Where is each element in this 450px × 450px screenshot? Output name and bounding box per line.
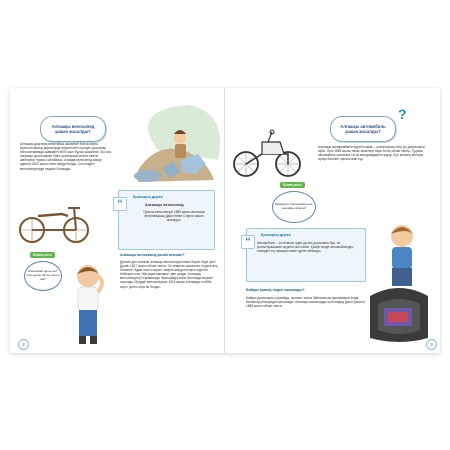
left-page-number-text: 2 <box>22 342 25 347</box>
left-side-tag: Білгің кел! <box>30 252 55 258</box>
left-fact-card <box>118 190 215 250</box>
velocipede-illustration <box>18 200 92 244</box>
right-side-question-bubble <box>272 191 316 223</box>
boy-thinking-illustration <box>68 262 108 350</box>
book-spine <box>224 88 225 353</box>
caveman-stone-wheel-illustration <box>118 100 222 190</box>
left-side-question: Мекенжай деген не? Оны адам ойлап тапты ма? <box>26 269 60 281</box>
left-fact-text: Тұңғыш велосипедті 1885 жылы ағылшын өнертапқышы Джон Кемп Старли жасап шығарды. <box>142 210 206 223</box>
left-fact-header: Қызықты дерек <box>133 195 163 199</box>
left-side-bubble <box>24 252 62 294</box>
right-body-text: Байқан доңғалақты қорғайды, жолмен тығыз байланысты қамтамасыз етеді. Шиналар резеңкеден жасалады. Алғашқы шиналарды шотландық Джон Данлоп 1888 жылы ойлап тапты. <box>246 296 365 309</box>
right-header-text: Алғашқы автомобиль қашан жасалды? <box>340 124 386 134</box>
left-header-bubble <box>40 116 106 142</box>
left-header-text: Алғашқы велосипед қашан жасалды? <box>51 124 95 134</box>
right-page-number-text: 3 <box>430 342 433 347</box>
right-fact-text: Автомобиль – екі немесе одан да көп доңғалағы бар, өз қозғалтқышымен жүретін жол көлігі. Қазіргі кезде автомобильдер әлемдегі ең танымал көлік түріне айналды. <box>257 241 354 254</box>
left-question-heading: Алғашқы велосипед қалай аталған? <box>120 253 185 257</box>
question-mark-icon: ? <box>398 106 407 122</box>
right-side-bubble <box>272 182 316 226</box>
right-question-heading: Байқан (шина) неден жасалады? <box>246 288 305 292</box>
right-side-question: Байқауды (автокөлік) неге жасайды атаған? <box>275 202 313 210</box>
quote-mark-icon-right: “ <box>241 235 255 249</box>
left-intro-text: Алғашқы доңғалақ өнертабыс жасалған болса керек. Археологиялық деректерде көрсетілген ертедегі доңғалақ Месопотамияда шамамен 6000 жыл бұрын жасалған. Біз осы алғашқы доңғалақпен бірге қозғалысқа келген ежелгі шеберлер туралы ойлаймыз. Алайда велосипед жасау идеясы 1800 жылы ғана пайда болды. Сол кездегі велосипедтерде педаль болмады. <box>20 142 112 171</box>
right-side-tag: Білгің кел! <box>280 182 305 188</box>
left-body-text: Дрезин деп аталған алғашқы велосипедті неміс барон Карл фон Драйс 1817 жылы ойлап тапты. Ол ағаштан жасалған, педалі жоқ болатын. Адам оған отырып, аяқпен жерден итеріп жүретін. Кейінірек оны «бегущая машина» деп атады. Алғашқы велосипедтер Германияда, Францияда және Англияда кеңінен таралды. Мұндай велосипедтер 1819 жылы Англияда «хобби-хорс» деген атқа ие болды. <box>120 260 218 289</box>
benz-motorwagen-illustration <box>232 126 306 182</box>
left-side-question-bubble <box>24 261 62 291</box>
left-page-number <box>18 339 29 350</box>
right-fact-card <box>246 228 366 282</box>
quote-mark-icon: “ <box>113 197 127 211</box>
right-page-number <box>426 339 437 350</box>
right-header-bubble <box>330 116 396 142</box>
right-fact-header: Қызықты дерек <box>261 233 291 237</box>
left-fact-title: Алғашқы велосипед <box>145 203 184 207</box>
boy-with-tire-illustration <box>366 222 432 342</box>
right-intro-text: Алғашқы жанармаймен жүретін көлік – қозғалтқышы бар үш доңғалақты арба. Оны 1885 жылы неміс инженері Карл Бенц ойлап тапты. Тұңғыш автомобиль сағатына 16 км жылдамдықпен жүрді. Бұл көліктің моторы артқы бөлігіне орнатылған еді. <box>318 145 425 162</box>
